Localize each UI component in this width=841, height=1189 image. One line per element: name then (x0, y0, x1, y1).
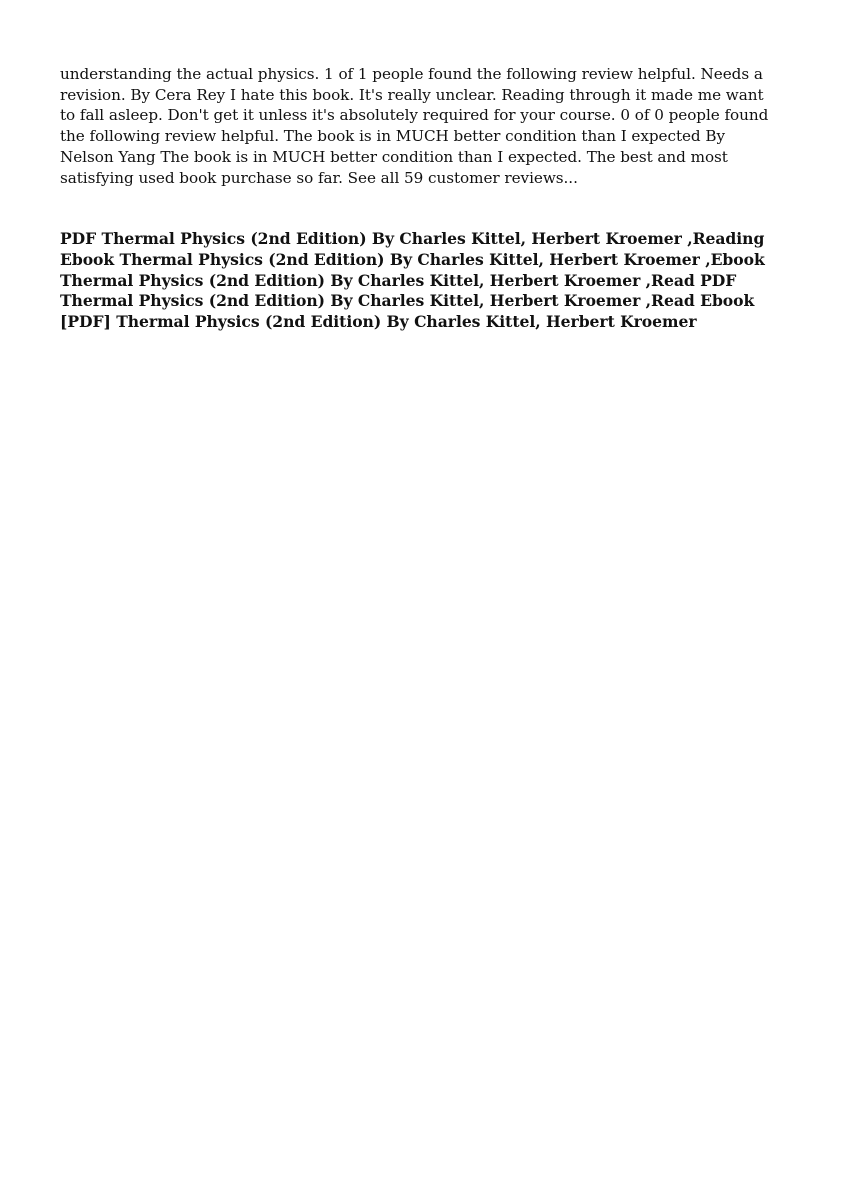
customer-reviews-paragraph: understanding the actual physics. 1 of 1 people found the following review helpful. Needs a revision. By Cera Rey I hate this book. It's really unclear. Reading through it made me want to fall asleep. Don't get it unless it's absolutely required for your course. 0 of 0 people found the following review helpful. The book is in MUCH better condition than I expected By Nelson Yang The book is in MUCH better condition than I expected. The best and most satisfying used book purchase so far. See all 59 customer reviews... (60, 65, 769, 187)
keywords-paragraph: PDF Thermal Physics (2nd Edition) By Charles Kittel, Herbert Kroemer ,Reading Ebook Thermal Physics (2nd Edition) By Charles Kittel, Herbert Kroemer ,Ebook Thermal Physics (2nd Edition) By Charles Kittel, Herbert Kroemer ,Read PDF Thermal Physics (2nd Edition) By Charles Kittel, Herbert Kroemer ,Read Ebook [PDF] Thermal Physics (2nd Edition) By Charles Kittel, Herbert Kroemer (60, 229, 765, 332)
document-page (60, 64, 782, 333)
